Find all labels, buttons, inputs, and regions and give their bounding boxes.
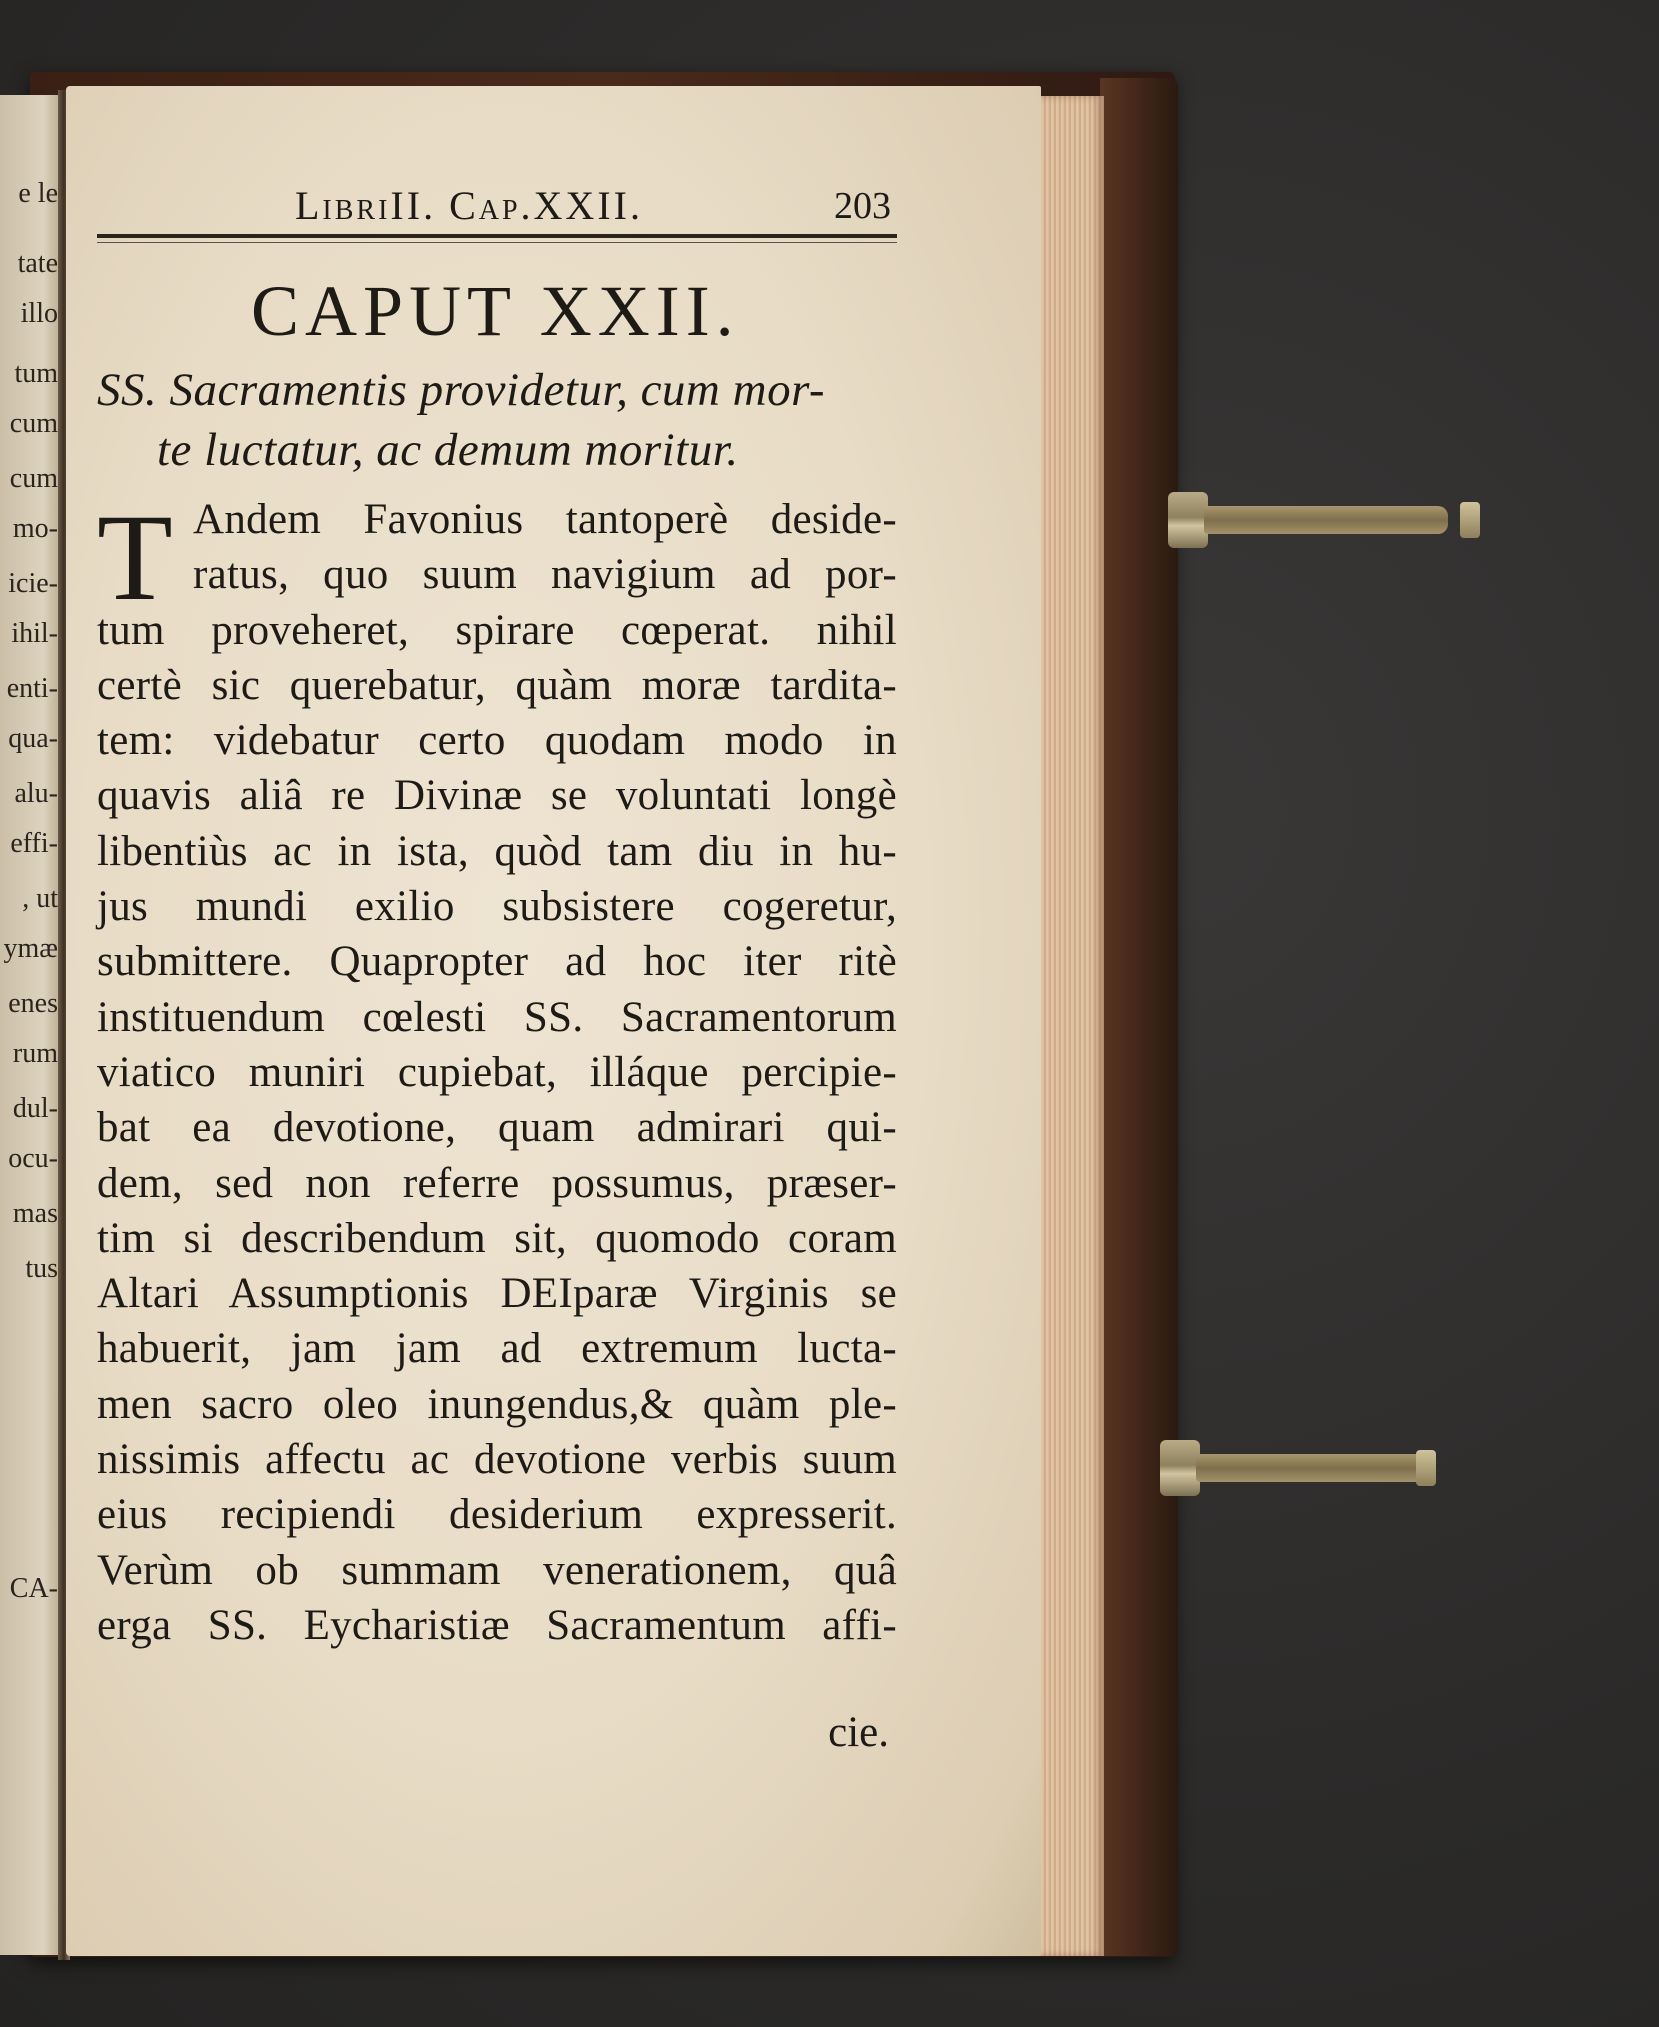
clasp-bar bbox=[1196, 1454, 1436, 1482]
left-page-fragment: tus bbox=[25, 1253, 58, 1284]
left-page-fragment: rum bbox=[12, 1038, 58, 1069]
clasp-hinge-icon bbox=[1168, 492, 1208, 548]
chapter-title: CAPUT XXII. bbox=[251, 271, 740, 351]
page-number: 203 bbox=[834, 185, 891, 227]
body-line: erga SS. Eycharistiæ Sacramentum affi- bbox=[97, 1601, 897, 1649]
subtitle-line: te luctatur, ac demum moritur. bbox=[157, 424, 739, 476]
left-page-fragment: , ut bbox=[22, 883, 58, 914]
left-page-fragment: mas bbox=[12, 1198, 58, 1229]
body-line: tum proveheret, spirare cœperat. nihil bbox=[97, 606, 897, 654]
drop-cap: T bbox=[97, 489, 173, 626]
left-page-edge bbox=[0, 95, 62, 1955]
body-line: submittere. Quapropter ad hoc iter ritè bbox=[97, 938, 897, 986]
body-line: quavis aliâ re Divinæ se voluntati longè bbox=[97, 772, 897, 820]
subtitle-line: SS. Sacramentis providetur, cum mor- bbox=[97, 364, 826, 416]
left-page-fragment: illo bbox=[20, 298, 58, 329]
head-rule bbox=[97, 234, 897, 238]
body-line: libentiùs ac in ista, quòd tam diu in hu- bbox=[97, 827, 897, 875]
left-page-fragment: mo- bbox=[12, 513, 58, 544]
left-page-fragment: dul- bbox=[12, 1093, 58, 1124]
body-line: men sacro oleo inungendus,& quàm ple- bbox=[97, 1380, 897, 1428]
body-line: jus mundi exilio subsistere cogeretur, bbox=[97, 883, 897, 931]
running-head-title: LibriII. Cap.XXII. bbox=[295, 183, 643, 228]
left-page-fragment: alu- bbox=[14, 778, 58, 809]
body-line: bat ea devotione, quam admirari qui- bbox=[97, 1104, 897, 1152]
clasp-hinge-icon bbox=[1160, 1440, 1200, 1496]
body-line: certè sic querebatur, quàm moræ tardita- bbox=[97, 661, 897, 709]
left-page-fragment: enti- bbox=[6, 673, 58, 704]
clasp-tip bbox=[1416, 1450, 1436, 1486]
left-page-fragment: tum bbox=[14, 358, 58, 389]
left-page-fragment: cum bbox=[9, 408, 58, 439]
left-page-fragment: cum bbox=[9, 463, 58, 494]
body-line: Andem Favonius tantoperè deside- bbox=[193, 496, 897, 543]
body-line: ratus, quo suum navigium ad por- bbox=[193, 551, 897, 599]
left-page-fragment: effi- bbox=[10, 828, 58, 859]
lower-clasp bbox=[1160, 1440, 1472, 1496]
clasp-tip bbox=[1460, 502, 1480, 538]
body-line: nissimis affectu ac devotione verbis suum bbox=[97, 1436, 897, 1484]
body-line: Verùm ob summam venerationem, quâ bbox=[97, 1546, 897, 1594]
body-line: instituendum cœlesti SS. Sacramentorum bbox=[97, 993, 897, 1041]
catchword: cie. bbox=[828, 1709, 889, 1756]
left-page-fragment: CA- bbox=[9, 1573, 58, 1604]
page-text-block bbox=[97, 178, 897, 1756]
left-page-fragment: tate bbox=[17, 248, 58, 279]
left-page-fragment: ocu- bbox=[8, 1143, 58, 1174]
body-line: viatico muniri cupiebat, illáque percipie- bbox=[97, 1048, 897, 1096]
clasp-bar bbox=[1204, 506, 1448, 534]
left-page-fragment: enes bbox=[8, 988, 58, 1019]
body-line: tem: videbatur certo quodam modo in bbox=[97, 717, 897, 765]
body-line: eius recipiendi desiderium expresserit. bbox=[97, 1491, 897, 1539]
left-page-fragment: qua- bbox=[8, 723, 58, 754]
body-text bbox=[97, 489, 897, 1653]
body-line: dem, sed non referre possumus, præser- bbox=[97, 1159, 897, 1207]
body-line: tim si describendum sit, quomodo coram bbox=[97, 1214, 897, 1262]
body-line: habuerit, jam jam ad extremum lucta- bbox=[97, 1325, 897, 1373]
left-page-fragment: ihil- bbox=[11, 618, 58, 649]
head-rule-thin bbox=[97, 242, 897, 243]
page-edges bbox=[1032, 96, 1104, 1956]
book-fore-edge-cover bbox=[1100, 78, 1178, 1956]
upper-clasp bbox=[1168, 492, 1480, 548]
chapter-subtitle bbox=[97, 360, 897, 480]
running-head bbox=[97, 178, 897, 234]
left-page-fragment: icie- bbox=[8, 568, 58, 599]
left-page-fragment: ymæ bbox=[3, 933, 58, 964]
body-line: Altari Assumptionis DEIparæ Virginis se bbox=[97, 1270, 897, 1318]
left-page-fragment: e le bbox=[18, 178, 58, 209]
